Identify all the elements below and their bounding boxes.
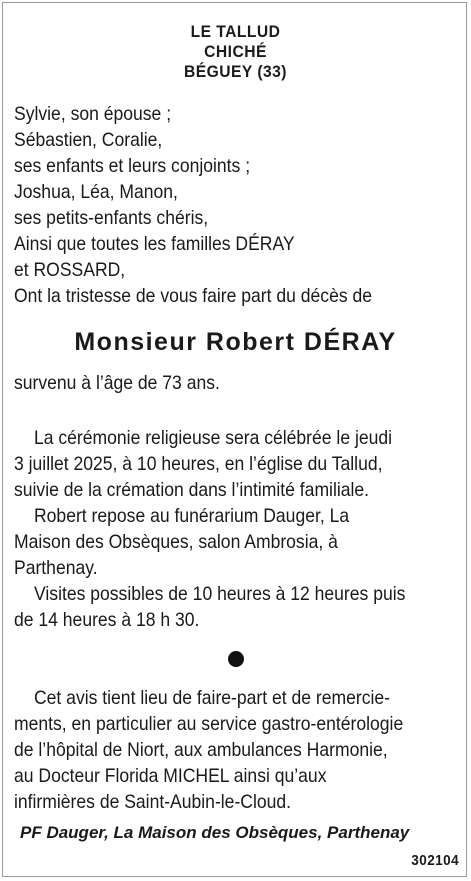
location-line-2: CHICHÉ — [204, 42, 267, 61]
family-line: Joshua, Léa, Manon, — [14, 181, 178, 203]
ceremony-line: 3 juillet 2025, à 10 heures, en l’église du Tallud, — [14, 453, 383, 475]
reference-number: 302104 — [411, 852, 459, 869]
visits-line: de 14 heures à 18 h 30. — [14, 609, 200, 631]
thanks-line: infirmières de Saint-Aubin-le-Cloud. — [14, 791, 292, 813]
visits-line: Visites possibles de 10 heures à 12 heures puis — [34, 583, 406, 605]
family-line: ses petits-enfants chéris, — [14, 207, 209, 229]
family-line: et ROSSARD, — [14, 259, 126, 281]
funeral-home-signature: PF Dauger, La Maison des Obsèques, Parthenay — [20, 823, 410, 842]
ceremony-line: La cérémonie religieuse sera célébrée le jeudi — [34, 427, 393, 449]
age-line: survenu à l’âge de 73 ans. — [14, 372, 220, 394]
ceremony-line: suivie de la crémation dans l’intimité familiale. — [14, 479, 370, 501]
location-line-1: LE TALLUD — [190, 22, 281, 41]
family-line: Sylvie, son épouse ; — [14, 103, 172, 125]
rest-line: Parthenay. — [14, 557, 98, 579]
family-line: Ainsi que toutes les familles DÉRAY — [14, 233, 295, 255]
location-line-3: BÉGUEY (33) — [183, 62, 287, 81]
family-line: ses enfants et leurs conjoints ; — [14, 155, 251, 177]
deceased-name: Monsieur Robert DÉRAY — [74, 328, 397, 356]
rest-line: Robert repose au funérarium Dauger, La — [34, 505, 350, 527]
thanks-line: Cet avis tient lieu de faire-part et de remercie- — [34, 687, 391, 709]
family-line: Sébastien, Coralie, — [14, 129, 163, 151]
family-line: Ont la tristesse de vous faire part du décès de — [14, 285, 373, 307]
thanks-line: ments, en particulier au service gastro-entérologie — [14, 713, 404, 735]
bullet-separator — [228, 651, 244, 667]
thanks-line: au Docteur Florida MICHEL ainsi qu’aux — [14, 765, 327, 787]
rest-line: Maison des Obsèques, salon Ambrosia, à — [14, 531, 338, 553]
thanks-line: de l’hôpital de Niort, aux ambulances Harmonie, — [14, 739, 388, 761]
